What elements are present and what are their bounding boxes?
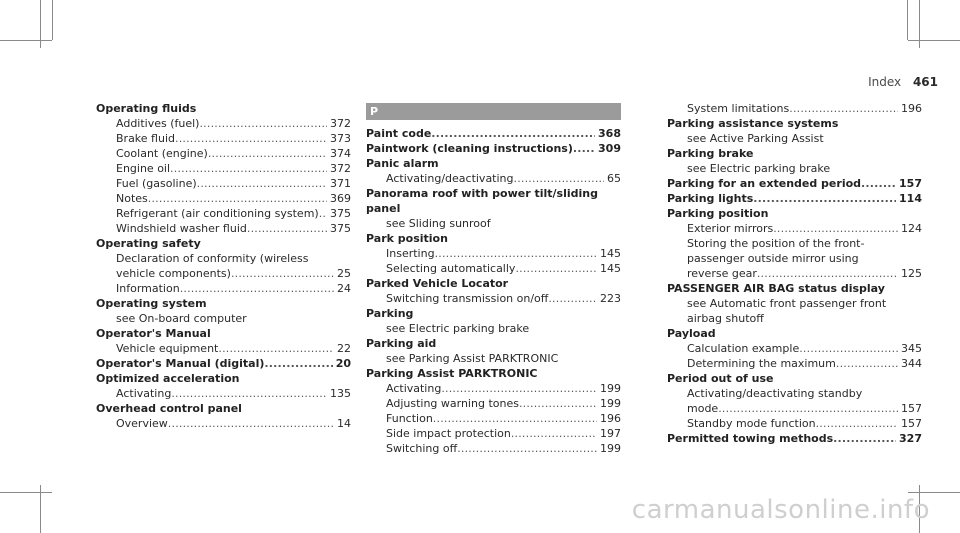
- index-subentry-text: Switching off: [386, 442, 458, 455]
- page-ref: 14: [337, 417, 351, 430]
- index-entry[interactable]: [366, 186, 621, 201]
- index-subentry-text: Side impact protection: [386, 427, 511, 440]
- index-subentry-text: Additives (fuel): [116, 117, 200, 130]
- leader-dots: [180, 281, 334, 296]
- index-subentry[interactable]: [96, 266, 351, 281]
- page-ref: 124: [901, 222, 922, 235]
- index-subentry-text: Windshield washer fluid: [116, 222, 247, 235]
- page-number: 461: [912, 75, 938, 89]
- leader-dots: [718, 401, 898, 416]
- index-entry-text: Overhead control panel: [96, 402, 242, 415]
- page-ref: 145: [600, 262, 621, 275]
- crop-mark: [0, 492, 52, 493]
- page-ref: 114: [899, 192, 922, 205]
- index-subentry[interactable]: [366, 411, 621, 426]
- leader-dots: [836, 356, 898, 371]
- index-subentry-text: Vehicle equipment: [116, 342, 219, 355]
- index-subentry-text: see Electric parking brake: [386, 322, 530, 335]
- leader-dots: [799, 341, 898, 356]
- page-header: [868, 75, 938, 89]
- index-subentry-text: mode: [687, 402, 719, 415]
- leader-dots: [264, 356, 332, 371]
- index-subentry[interactable]: [366, 261, 621, 276]
- index-entry-text: Operating safety: [96, 237, 201, 250]
- leader-dots: [773, 221, 898, 236]
- crop-mark: [52, 0, 53, 40]
- index-subentry[interactable]: [667, 311, 922, 326]
- index-subentry[interactable]: [366, 291, 621, 306]
- page-ref: 369: [330, 192, 351, 205]
- page-ref: 372: [330, 162, 351, 175]
- index-subentry-text: see Electric parking brake: [687, 162, 831, 175]
- page-ref: 24: [337, 282, 351, 295]
- index-subentry[interactable]: [667, 266, 922, 281]
- index-subentry[interactable]: [366, 351, 621, 366]
- page-ref: 65: [607, 172, 621, 185]
- index-subentry-text: vehicle components): [116, 267, 231, 280]
- leader-dots: [757, 266, 898, 281]
- index-subentry-text: Information: [116, 282, 180, 295]
- leader-dots: [247, 221, 327, 236]
- leader-dots: [457, 441, 597, 456]
- index-subentry[interactable]: [667, 161, 922, 176]
- leader-dots: [175, 131, 327, 146]
- index-subentry-text: Overview: [116, 417, 168, 430]
- index-entry-text: Parking lights: [667, 192, 754, 205]
- index-subentry-text: see Automatic front passenger front: [687, 297, 887, 310]
- index-subentry[interactable]: [667, 356, 922, 371]
- leader-dots: [319, 206, 327, 221]
- index-entry-text: Operating system: [96, 297, 207, 310]
- page-ref: 309: [598, 142, 621, 155]
- leader-dots: [208, 146, 327, 161]
- index-entry-text: PASSENGER AIR BAG status display: [667, 282, 885, 295]
- index-subentry-text: see Sliding sunroof: [386, 217, 491, 230]
- index-subentry[interactable]: [366, 441, 621, 456]
- crop-mark: [0, 40, 52, 41]
- index-entry[interactable]: [667, 176, 922, 191]
- index-entry[interactable]: [667, 326, 922, 341]
- index-entry-text: Parking brake: [667, 147, 754, 160]
- page-ref: 371: [330, 177, 351, 190]
- page-ref: 196: [901, 102, 922, 115]
- page-ref: 199: [600, 382, 621, 395]
- index-subentry[interactable]: [96, 116, 351, 131]
- index-subentry[interactable]: [96, 161, 351, 176]
- leader-dots: [148, 191, 327, 206]
- index-subentry[interactable]: [667, 401, 922, 416]
- index-subentry-text: airbag shutoff: [687, 312, 764, 325]
- crop-mark: [908, 40, 960, 41]
- page-ref: 25: [337, 267, 351, 280]
- page-ref: 145: [600, 247, 621, 260]
- index-subentry[interactable]: [667, 251, 922, 266]
- index-subentry-text: Activating/deactivating standby: [687, 387, 863, 400]
- page-ref: 197: [600, 427, 621, 440]
- index-subentry-text: Activating: [386, 382, 442, 395]
- index-subentry[interactable]: [96, 251, 351, 266]
- index-entry-text: Parking Assist PARKTRONIC: [366, 367, 538, 380]
- index-entry[interactable]: [667, 116, 922, 131]
- page-ref: 327: [899, 432, 922, 445]
- index-entry[interactable]: [667, 281, 922, 296]
- index-subentry[interactable]: [96, 341, 351, 356]
- index-subentry[interactable]: [96, 191, 351, 206]
- page-ref: 344: [901, 357, 922, 370]
- page-ref: 375: [330, 222, 351, 235]
- index-subentry[interactable]: [667, 386, 922, 401]
- index-entry[interactable]: [96, 236, 351, 251]
- leader-dots: [753, 191, 896, 206]
- index-subentry-text: see On-board computer: [116, 312, 247, 325]
- leader-dots: [197, 176, 327, 191]
- index-entry-text: Parking aid: [366, 337, 437, 350]
- index-entry-text: Parked Vehicle Locator: [366, 277, 509, 290]
- index-subentry[interactable]: [667, 416, 922, 431]
- leader-dots: [218, 341, 334, 356]
- index-entry-text: Paintwork (cleaning instructions): [366, 142, 573, 155]
- index-subentry-text: Storing the position of the front-: [687, 237, 865, 250]
- index-entry[interactable]: [96, 371, 351, 386]
- index-entry[interactable]: [96, 356, 351, 371]
- index-subentry[interactable]: [366, 321, 621, 336]
- index-subentry[interactable]: [96, 311, 351, 326]
- index-subentry[interactable]: [366, 246, 621, 261]
- leader-dots: [433, 411, 597, 426]
- index-subentry-text: Selecting automatically: [386, 262, 516, 275]
- index-subentry-text: see Active Parking Assist: [687, 132, 824, 145]
- index-entry-text: panel: [366, 202, 401, 215]
- section-letter-bar: P: [366, 103, 621, 120]
- index-subentry[interactable]: [667, 236, 922, 251]
- index-subentry-text: Fuel (gasoline): [116, 177, 197, 190]
- index-subentry-text: System limitations: [687, 102, 790, 115]
- index-subentry-text: Exterior mirrors: [687, 222, 774, 235]
- index-subentry-text: reverse gear: [687, 267, 757, 280]
- index-entry-text: Operator's Manual: [96, 327, 211, 340]
- index-subentry[interactable]: [667, 341, 922, 356]
- page-ref: 373: [330, 132, 351, 145]
- index-entry-text: Payload: [667, 327, 716, 340]
- index-entry-text: Parking position: [667, 207, 769, 220]
- page-ref: 199: [600, 397, 621, 410]
- page-ref: 375: [330, 207, 351, 220]
- index-subentry[interactable]: [667, 101, 922, 116]
- index-entry-text: Panorama roof with power tilt/sliding: [366, 187, 598, 200]
- leader-dots: [548, 291, 597, 306]
- page-ref: 199: [600, 442, 621, 455]
- index-entry-text: Operating fluids: [96, 102, 197, 115]
- index-subentry[interactable]: [366, 426, 621, 441]
- index-entry-text: Operator's Manual (digital): [96, 357, 265, 370]
- index-entry[interactable]: [667, 371, 922, 386]
- index-subentry-text: Calculation example: [687, 342, 800, 355]
- index-column-2: [366, 103, 621, 456]
- leader-dots: [170, 161, 327, 176]
- index-subentry-text: Switching transmission on/off: [386, 292, 549, 305]
- page-ref: 372: [330, 117, 351, 130]
- leader-dots: [431, 126, 595, 141]
- index-subentry-text: Declaration of conformity (wireless: [116, 252, 309, 265]
- page-ref: 20: [335, 357, 351, 370]
- index-subentry-text: Function: [386, 412, 433, 425]
- page-ref: 157: [901, 402, 922, 415]
- leader-dots: [519, 396, 597, 411]
- index-subentry-text: Determining the maximum: [687, 357, 836, 370]
- index-subentry-text: Activating: [116, 387, 172, 400]
- index-entry[interactable]: [96, 101, 351, 116]
- page-ref: 374: [330, 147, 351, 160]
- index-subentry[interactable]: [667, 296, 922, 311]
- index-entry-text: Paint code: [366, 127, 432, 140]
- index-entry[interactable]: [96, 296, 351, 311]
- index-subentry[interactable]: [96, 221, 351, 236]
- index-subentry[interactable]: [96, 146, 351, 161]
- index-subentry-text: passenger outside mirror using: [687, 252, 859, 265]
- leader-dots: [833, 431, 896, 446]
- header-label: Index: [868, 75, 902, 89]
- page-ref: 157: [899, 177, 922, 190]
- index-subentry[interactable]: [96, 206, 351, 221]
- leader-dots: [435, 246, 597, 261]
- index-entry-text: Optimized acceleration: [96, 372, 240, 385]
- leader-dots: [514, 171, 604, 186]
- index-entry[interactable]: [366, 126, 621, 141]
- index-entry[interactable]: [96, 326, 351, 341]
- index-entry[interactable]: [366, 141, 621, 156]
- index-subentry-text: Coolant (engine): [116, 147, 208, 160]
- index-entry[interactable]: [366, 336, 621, 351]
- page-ref: 135: [330, 387, 351, 400]
- page-ref: 196: [600, 412, 621, 425]
- leader-dots: [515, 261, 597, 276]
- page-ref: 125: [901, 267, 922, 280]
- leader-dots: [168, 416, 334, 431]
- index-subentry[interactable]: [366, 171, 621, 186]
- index-subentry-text: Adjusting warning tones: [386, 397, 519, 410]
- index-entry-text: Park position: [366, 232, 448, 245]
- index-entry[interactable]: [667, 206, 922, 221]
- leader-dots: [199, 116, 327, 131]
- leader-dots: [789, 101, 898, 116]
- leader-dots: [441, 381, 597, 396]
- page-ref: 368: [598, 127, 621, 140]
- index-entry-text: Parking assistance systems: [667, 117, 839, 130]
- leader-dots: [171, 386, 327, 401]
- page-ref: 157: [901, 417, 922, 430]
- index-entry[interactable]: [667, 191, 922, 206]
- page-ref: 22: [337, 342, 351, 355]
- leader-dots: [816, 416, 898, 431]
- index-subentry-text: Standby mode function: [687, 417, 816, 430]
- leader-dots: [861, 176, 896, 191]
- page-ref: 345: [901, 342, 922, 355]
- index-subentry[interactable]: [96, 131, 351, 146]
- leader-dots: [511, 426, 597, 441]
- index-entry[interactable]: [366, 366, 621, 381]
- index-subentry[interactable]: [366, 381, 621, 396]
- crop-mark: [907, 0, 908, 40]
- index-subentry[interactable]: [366, 216, 621, 231]
- page-ref: 223: [600, 292, 621, 305]
- index-subentry-text: Engine oil: [116, 162, 171, 175]
- index-entry-text: Period out of use: [667, 372, 774, 385]
- index-subentry-text: see Parking Assist PARKTRONIC: [386, 352, 559, 365]
- index-subentry-text: Inserting: [386, 247, 435, 260]
- leader-dots: [573, 141, 595, 156]
- index-subentry[interactable]: [96, 416, 351, 431]
- index-subentry-text: Refrigerant (air conditioning system): [116, 207, 319, 220]
- index-subentry-text: Activating/deactivating: [386, 172, 514, 185]
- index-entry[interactable]: [667, 431, 922, 446]
- leader-dots: [231, 266, 334, 281]
- index-entry[interactable]: [366, 306, 621, 321]
- index-entry[interactable]: [366, 156, 621, 171]
- index-entry[interactable]: [667, 146, 922, 161]
- index-entry[interactable]: [96, 401, 351, 416]
- index-subentry[interactable]: [667, 131, 922, 146]
- index-entry-text: Parking: [366, 307, 414, 320]
- index-subentry[interactable]: [96, 281, 351, 296]
- index-entry[interactable]: [366, 201, 621, 216]
- index-column-1: [96, 101, 351, 431]
- index-entry-text: Panic alarm: [366, 157, 439, 170]
- index-entry-text: Permitted towing methods: [667, 432, 834, 445]
- index-subentry[interactable]: [96, 386, 351, 401]
- index-subentry[interactable]: [96, 176, 351, 191]
- index-subentry-text: Brake fluid: [116, 132, 175, 145]
- index-subentry[interactable]: [667, 221, 922, 236]
- index-entry[interactable]: [366, 276, 621, 291]
- index-entry[interactable]: [366, 231, 621, 246]
- index-entry-text: Parking for an extended period: [667, 177, 862, 190]
- watermark-text: carmanualsonline.info: [631, 495, 930, 525]
- index-subentry-text: Notes: [116, 192, 148, 205]
- crop-mark: [908, 492, 960, 493]
- index-column-3: [667, 101, 922, 446]
- index-subentry[interactable]: [366, 396, 621, 411]
